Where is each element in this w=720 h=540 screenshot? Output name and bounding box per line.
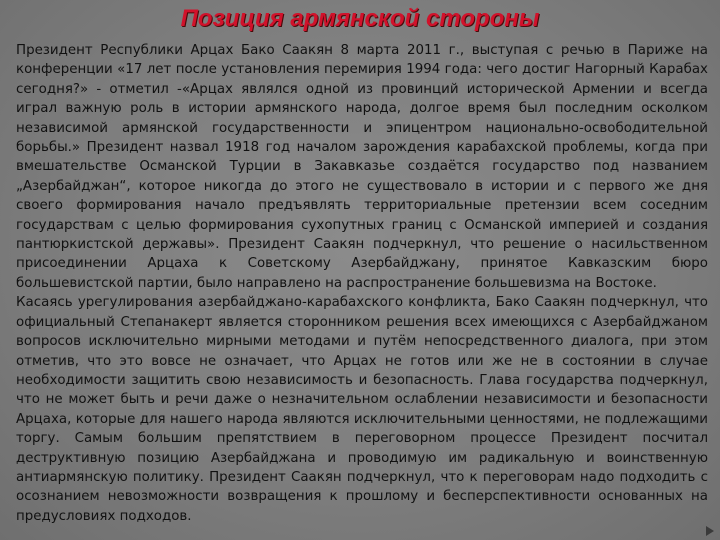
triangle-right-icon [706,526,714,536]
slide-body [16,41,708,526]
paragraph-1: Президент Республики Арцах Бако Саакян 8 марта 2011 г., выступая с речью в Париже на конференции «17 лет после установления перемирия 1994 года: чего достиг Нагорный Карабах сегодня?» - отметил -«Арцах являлся одной из провинций исторической Армении и всегда играл важную роль в истории армянского народа, долгое время был последним осколком независимой армянской государственности и эпицентром национально-освободительной борьбы.» Президент назвал 1918 год началом зарождения карабахской проблемы, когда при вмешательстве Османской Турции в Закавказье создаётся государство под названием „Азербайджан“, которое никогда до этого не существовало в истории и с первого же дня своего формирования начало предъявлять территориальные претензии всем соседним государствам с целью формирования сухопутных границ с Османской империей и создания пантюркистской державы». Президент Саакян подчеркнул, что решение о насильственном присоединении Арцаха к Советскому Азербайджану, принятое Кавказским бюро большевистской партии, было направлено на распространение большевизма на Востоке. [16,43,708,291]
paragraph-2: Касаясь урегулирования азербайджано-карабахского конфликта, Бако Саакян подчеркнул, что официальный Степанакерт является сторонником решения всех имеющихся с Азербайджаном вопросов исключительно мирными методами и путём непосредственного диалога, при этом отметив, что это вовсе не означает, что Арцах не готов или же не в состоянии в случае необходимости защитить свою независимость и безопасность. Глава государства подчеркнул, что не может быть и речи даже о незначительном ослаблении независимости и безопасности Арцаха, которые для нашего народа являются исключительными ценностями, не подлежащими торгу. Самым большим препятствием в переговорном процессе Президент посчитал деструктивную позицию Азербайджана и проводимую им радикальную и воинственную антиармянскую политику. Президент Саакян подчеркнул, что к переговорам надо подходить с осознанием невозможности возвращения к прошлому и бесперспективности основанных на предусловиях подходов. [16,295,708,524]
slide-title: Позиция армянской стороны [180,5,540,32]
